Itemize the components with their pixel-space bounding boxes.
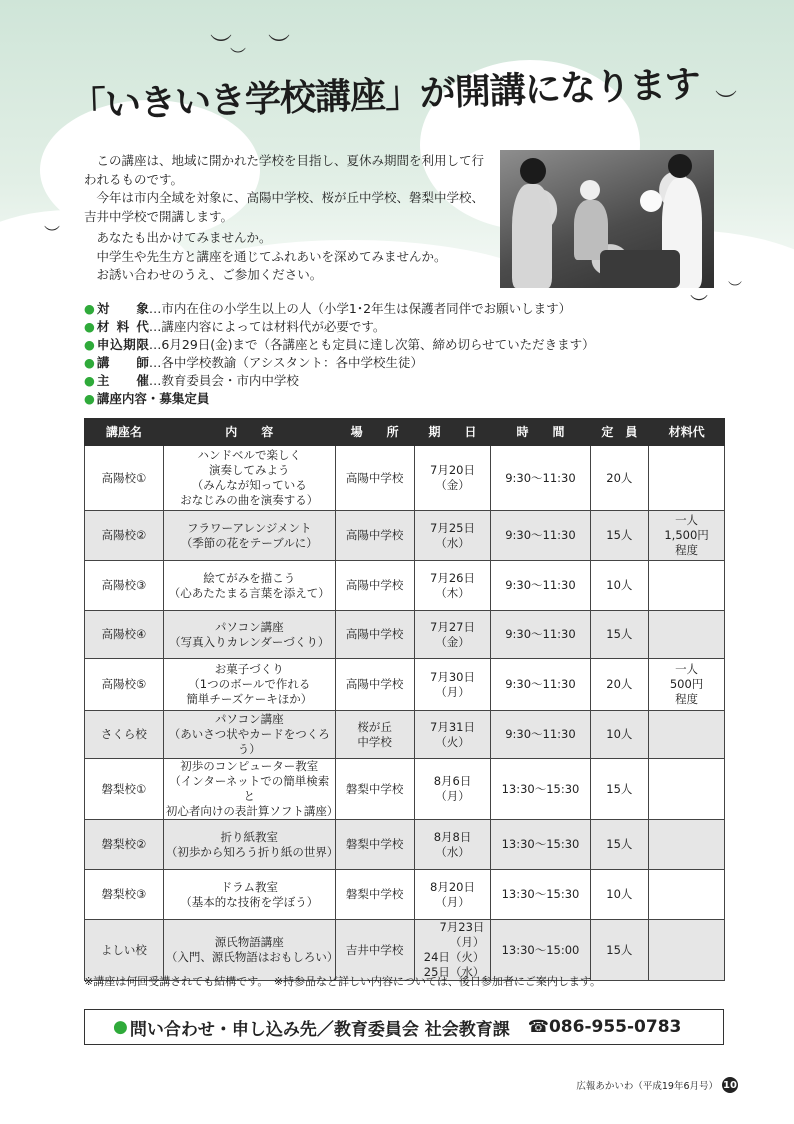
table-cell: ハンドベルで楽しく 演奏してみよう （みんなが知っている おなじみの曲を演奏する） xyxy=(163,446,335,511)
table-cell: 高陽中学校 xyxy=(335,611,414,659)
table-cell: よしい校 xyxy=(85,920,164,981)
table-cell: 7月31日 （火） xyxy=(414,711,491,759)
intro-text xyxy=(84,152,496,285)
table-row xyxy=(85,820,725,870)
info-item xyxy=(84,390,704,408)
contact-label: 問い合わせ・申し込み先／教育委員会 社会教育課 xyxy=(129,1019,510,1040)
table-cell: パソコン講座 （あいさつ状やカードをつくろう） xyxy=(163,711,335,759)
photo-figure xyxy=(600,250,680,288)
table-row xyxy=(85,870,725,920)
bullet-icon: ● xyxy=(84,301,95,316)
table-cell: ドラム教室 （基本的な技術を学ぼう） xyxy=(163,870,335,920)
publication-name: 広報あかいわ（平成19年6月号） xyxy=(576,1081,718,1092)
table-cell: 源氏物語講座 （入門、源氏物語はおもしろい） xyxy=(163,920,335,981)
table-cell: 初歩のコンピューター教室 （インターネットでの簡単検索と 初心者向けの表計算ソフト講座） xyxy=(163,759,335,820)
photo-figure xyxy=(640,190,662,212)
info-text: …市内在住の小学生以上の人（小学1･2年生は保護者同伴でお願いします） xyxy=(148,301,572,316)
info-label: 申込期限 xyxy=(96,337,149,352)
bullet-icon: ● xyxy=(84,373,95,388)
table-cell: 吉井中学校 xyxy=(335,920,414,981)
table-cell: 高陽中学校 xyxy=(335,659,414,711)
bullet-icon: ● xyxy=(84,337,95,352)
table-cell: 絵てがみを描こう （心あたたまる言葉を添えて） xyxy=(163,561,335,611)
page-title: 「いきいき学校講座」が開講になります xyxy=(69,63,701,127)
table-cell: 9:30～11:30 xyxy=(491,561,590,611)
phone-text: 086-955-0783 xyxy=(548,1017,682,1037)
table-cell: 高陽校① xyxy=(85,446,164,511)
bullet-icon: ● xyxy=(84,355,95,370)
table-cell: 15人 xyxy=(590,759,649,820)
table-cell: 高陽校④ xyxy=(85,611,164,659)
column-header: 期 日 xyxy=(414,419,491,446)
table-cell: 20人 xyxy=(590,446,649,511)
intro-paragraph: 今年は市内全域を対象に、高陽中学校、桜が丘中学校、磐梨中学校、吉井中学校で開講します。 xyxy=(84,190,485,224)
column-header: 講座名 xyxy=(85,419,164,446)
table-cell: 8月6日 （月） xyxy=(414,759,491,820)
bird-icon: ︶ xyxy=(268,34,291,59)
table-cell: 桜が丘 中学校 xyxy=(335,711,414,759)
table-cell: 7月26日 （木） xyxy=(414,561,491,611)
table-cell: 13:30～15:30 xyxy=(491,759,590,820)
table-cell: 9:30～11:30 xyxy=(491,511,590,561)
table-cell: 7月30日 （月） xyxy=(414,659,491,711)
table-cell xyxy=(649,561,725,611)
table-cell: 9:30～11:30 xyxy=(491,446,590,511)
table-row xyxy=(85,561,725,611)
info-text: …教育委員会・市内中学校 xyxy=(148,373,299,388)
table-cell: 磐梨中学校 xyxy=(335,870,414,920)
table-cell: 7月23日（月） 24日（火） 25日（水） xyxy=(414,920,491,981)
table-cell xyxy=(649,711,725,759)
column-header: 時 間 xyxy=(491,419,590,446)
table-cell: 一人 500円 程度 xyxy=(649,659,725,711)
page-number: 10 xyxy=(722,1077,738,1093)
bird-icon: ︶ xyxy=(690,294,708,315)
photo-figure xyxy=(520,158,546,184)
info-text: …各中学校教諭（アシスタント：各中学校生徒） xyxy=(148,355,424,370)
info-label: 講師 xyxy=(96,355,149,370)
table-row xyxy=(85,511,725,561)
bird-icon: ︶ xyxy=(728,281,742,297)
intro-paragraph: この講座は、地域に開かれた学校を目指し、夏休み期間を利用して行われるものです。 xyxy=(84,153,485,187)
intro-paragraph: お誘い合わせのうえ、ご参加ください。 xyxy=(96,267,323,282)
table-cell: 13:30～15:00 xyxy=(491,920,590,981)
table-cell: 折り紙教室 （初歩から知ろう折り紙の世界） xyxy=(163,820,335,870)
info-item xyxy=(84,336,704,354)
column-header: 材料代 xyxy=(649,419,725,446)
photo-figure xyxy=(512,184,552,288)
intro-paragraph: あなたも出かけてみませんか。 xyxy=(96,230,272,245)
table-cell: 9:30～11:30 xyxy=(491,611,590,659)
page-footer xyxy=(576,1077,738,1093)
column-header: 定 員 xyxy=(590,419,649,446)
table-cell: 7月27日 （金） xyxy=(414,611,491,659)
bird-icon: ︶ xyxy=(44,224,61,243)
info-label: 主催 xyxy=(96,373,149,388)
table-cell: 9:30～11:30 xyxy=(491,659,590,711)
column-header: 内 容 xyxy=(163,419,335,446)
table-cell: 13:30～15:30 xyxy=(491,820,590,870)
table-cell: 10人 xyxy=(590,870,649,920)
table-cell xyxy=(649,820,725,870)
table-cell: 高陽中学校 xyxy=(335,511,414,561)
table-cell: 10人 xyxy=(590,561,649,611)
table-cell: 7月20日 （金） xyxy=(414,446,491,511)
table-cell: 磐梨校② xyxy=(85,820,164,870)
table-cell: 7月25日 （水） xyxy=(414,511,491,561)
bird-icon: ︶ xyxy=(230,46,247,65)
table-section-title: 講座内容・募集定員 xyxy=(96,391,210,406)
table-cell: 15人 xyxy=(590,820,649,870)
table-row xyxy=(85,611,725,659)
info-item xyxy=(84,354,704,372)
table-cell: パソコン講座 （写真入りカレンダーづくり） xyxy=(163,611,335,659)
phone-icon: ☎ xyxy=(527,1017,549,1037)
table-cell: 高陽中学校 xyxy=(335,446,414,511)
table-cell: 10人 xyxy=(590,711,649,759)
column-header: 場 所 xyxy=(335,419,414,446)
table-cell: 高陽校② xyxy=(85,511,164,561)
info-item xyxy=(84,318,704,336)
bullet-icon: ● xyxy=(84,391,95,406)
table-header-row xyxy=(85,419,725,446)
photo-figure xyxy=(668,154,692,178)
info-label: 材料代 xyxy=(96,319,149,334)
table-cell: 磐梨校① xyxy=(85,759,164,820)
table-cell: 磐梨中学校 xyxy=(335,820,414,870)
table-cell: 高陽校⑤ xyxy=(85,659,164,711)
bird-icon: ︶ xyxy=(210,34,233,59)
info-list xyxy=(84,300,704,408)
table-cell xyxy=(649,611,725,659)
table-cell: 8月8日 （水） xyxy=(414,820,491,870)
table-cell: 一人 1,500円 程度 xyxy=(649,511,725,561)
table-row xyxy=(85,659,725,711)
course-table xyxy=(84,418,725,981)
table-cell: さくら校 xyxy=(85,711,164,759)
table-row xyxy=(85,920,725,981)
info-label: 対象 xyxy=(96,301,149,316)
table-cell: 15人 xyxy=(590,920,649,981)
table-cell: 高陽校③ xyxy=(85,561,164,611)
table-cell: 13:30～15:30 xyxy=(491,870,590,920)
table-cell: 15人 xyxy=(590,611,649,659)
table-cell: お菓子づくり （1つのボールで作れる 簡単チーズケーキほか） xyxy=(163,659,335,711)
bullet-icon: ● xyxy=(84,319,95,334)
table-row xyxy=(85,711,725,759)
bullet-icon: ● xyxy=(113,1017,128,1037)
table-cell: 9:30～11:30 xyxy=(491,711,590,759)
cooking-class-photo xyxy=(500,150,714,288)
table-cell xyxy=(649,870,725,920)
table-cell: 15人 xyxy=(590,511,649,561)
contact-box xyxy=(84,1009,724,1045)
table-row xyxy=(85,759,725,820)
photo-figure xyxy=(580,180,600,200)
table-cell xyxy=(649,759,725,820)
table-cell: 20人 xyxy=(590,659,649,711)
info-text: …6月29日(金)まで（各講座とも定員に達し次第、締め切らせていただきます） xyxy=(148,337,595,352)
table-cell: 8月20日 （月） xyxy=(414,870,491,920)
info-text: …講座内容によっては材料代が必要です。 xyxy=(148,319,386,334)
table-row xyxy=(85,446,725,511)
info-item xyxy=(84,372,704,390)
phone-number[interactable] xyxy=(528,1017,682,1037)
intro-paragraph: 中学生や先生方と講座を通じてふれあいを深めてみませんか。 xyxy=(96,248,447,264)
table-cell: 磐梨校③ xyxy=(85,870,164,920)
footnote: ※講座は何回受講されても結構です。 ※持参品など詳しい内容については、後日参加者にご案内します。 xyxy=(84,975,601,988)
table-cell: 高陽中学校 xyxy=(335,561,414,611)
table-cell: 磐梨中学校 xyxy=(335,759,414,820)
table-cell: フラワーアレンジメント （季節の花をテーブルに） xyxy=(163,511,335,561)
bird-icon: ︶ xyxy=(715,90,738,115)
table-cell xyxy=(649,446,725,511)
table-cell xyxy=(649,920,725,981)
info-item xyxy=(84,300,704,318)
